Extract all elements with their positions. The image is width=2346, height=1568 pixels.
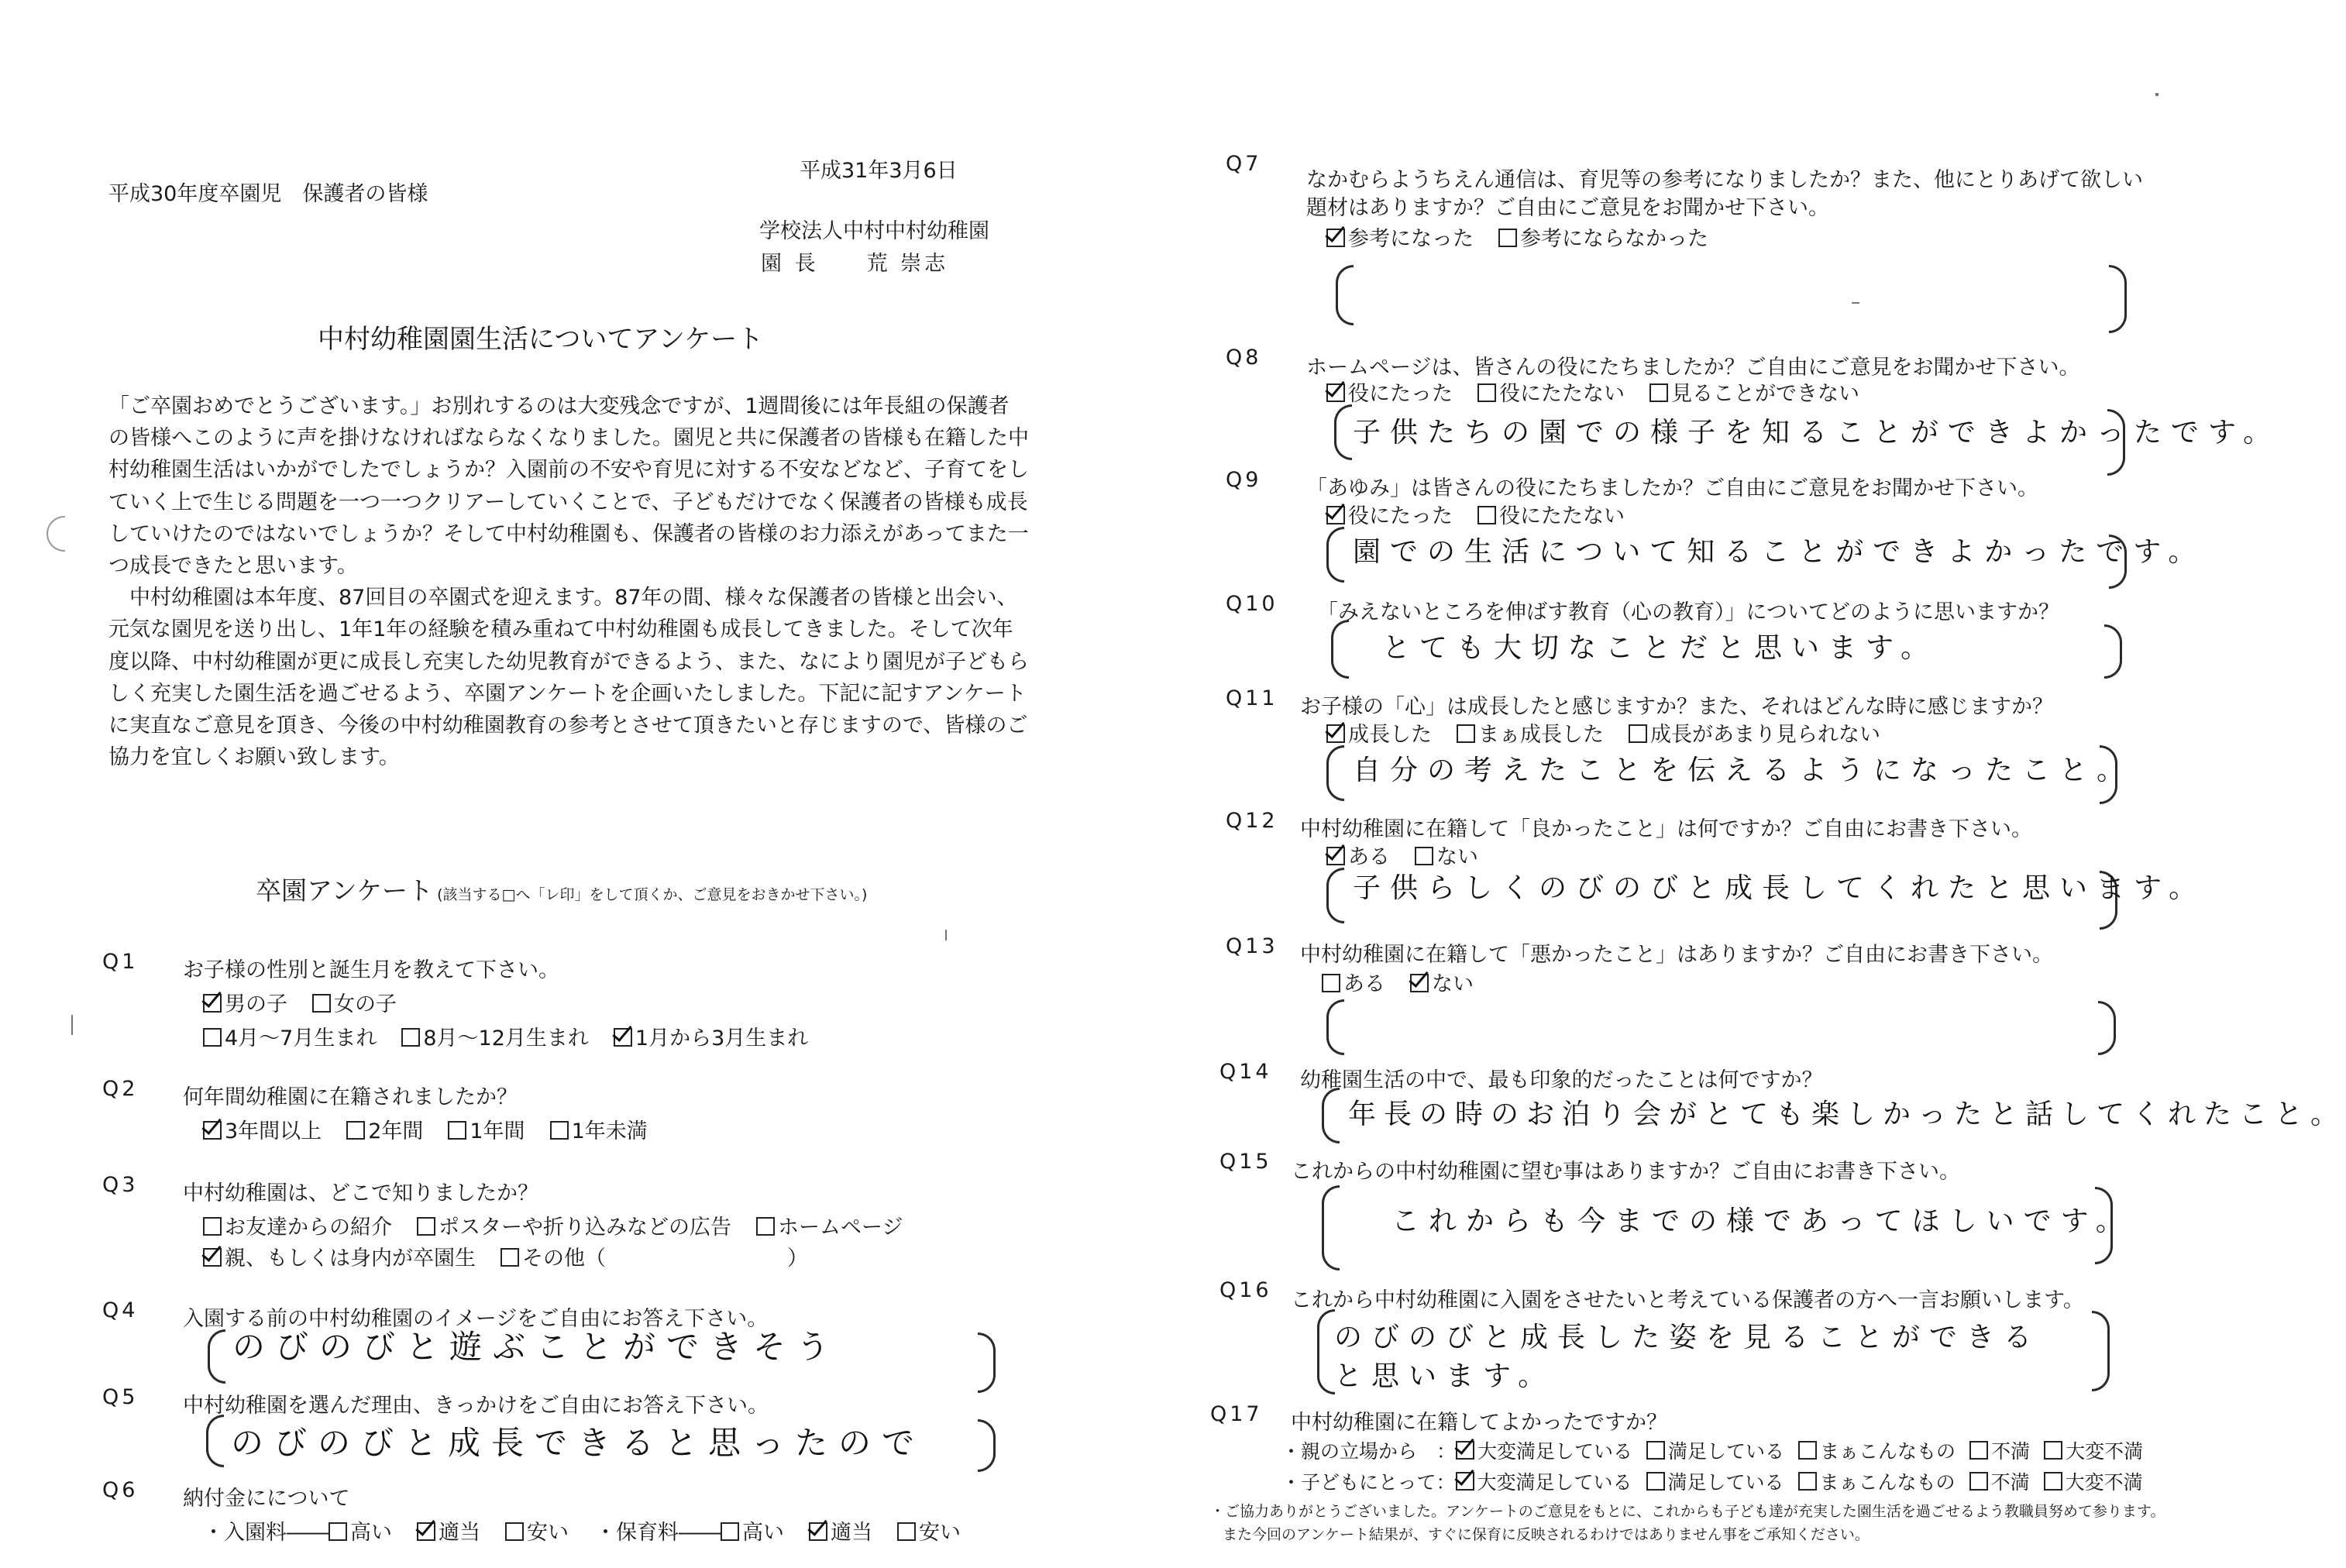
checkbox-label: まぁこんなもの bbox=[1819, 1471, 1956, 1494]
q1-options-sex bbox=[203, 987, 421, 1017]
q6-number: Q6 bbox=[102, 1478, 139, 1502]
q17-number: Q17 bbox=[1210, 1402, 1263, 1426]
checkbox-label: 参考になった bbox=[1348, 227, 1474, 251]
checkbox-empty-icon[interactable] bbox=[1477, 383, 1496, 402]
checkbox-empty-icon[interactable] bbox=[1322, 974, 1340, 992]
q8-number: Q8 bbox=[1226, 346, 1262, 370]
q17-child-label: ・子どもにとって： bbox=[1281, 1471, 1456, 1494]
checkbox-empty-icon[interactable] bbox=[203, 1028, 222, 1047]
q2-text: 何年間幼稚園に在籍されましたか？ bbox=[183, 1085, 518, 1109]
checkbox-option[interactable] bbox=[417, 1210, 731, 1240]
survey-heading-row bbox=[256, 871, 867, 907]
checkbox-option[interactable] bbox=[1457, 717, 1604, 748]
q6-childcare-row bbox=[595, 1515, 986, 1546]
checkbox-empty-icon[interactable] bbox=[1477, 506, 1496, 524]
checkbox-label: 親、もしくは身内が卒園生 bbox=[225, 1246, 476, 1271]
checkbox-label: ある bbox=[1348, 845, 1390, 869]
checkbox-label: 満足している bbox=[1668, 1440, 1785, 1463]
intro-paragraph bbox=[108, 390, 1029, 773]
recipient: 平成30年度卒園児 保護者の皆様 bbox=[108, 182, 428, 206]
intro-line: 元気な園児を送り出し、1年1年の経験を積み重ねて中村幼稚園も成長してきました。そして次年 bbox=[108, 617, 1013, 642]
checkbox-empty-icon[interactable] bbox=[1646, 1441, 1665, 1460]
checkbox-label: 大変不満 bbox=[2066, 1440, 2144, 1463]
checkbox-option[interactable] bbox=[1326, 222, 1474, 252]
checkbox-option[interactable] bbox=[1456, 1436, 1632, 1464]
checkbox-option[interactable] bbox=[1798, 1436, 1956, 1464]
q7-bracket-left bbox=[1336, 265, 1354, 325]
intro-line: していけたのではないでしょうか？そして中村幼稚園も、保護者の皆様のお力添えがあってまた一 bbox=[108, 521, 1029, 546]
checkbox-label: 見ることができない bbox=[1671, 382, 1859, 406]
q7-options bbox=[1326, 222, 1733, 252]
checkbox-label: 不満 bbox=[1991, 1440, 2031, 1463]
checkbox-empty-icon[interactable] bbox=[1457, 724, 1475, 743]
checkbox-option[interactable] bbox=[1969, 1467, 2030, 1495]
issue-date: 平成31年3月6日 bbox=[800, 159, 958, 183]
q11-text: お子様の「心」は成長したと感じますか？また、それはどんな時に感じますか？ bbox=[1300, 695, 2053, 719]
q10-bracket-right bbox=[2104, 624, 2122, 679]
checkbox-label: 8月～12月生まれ bbox=[423, 1026, 589, 1050]
q16-bracket-left bbox=[1317, 1309, 1335, 1394]
checkbox-option[interactable] bbox=[1326, 377, 1453, 407]
checkbox-option[interactable] bbox=[505, 1515, 569, 1546]
q14-bracket-left bbox=[1322, 1088, 1340, 1143]
checkbox-label: 成長があまり見られない bbox=[1650, 723, 1880, 747]
checkbox-empty-icon[interactable] bbox=[1649, 383, 1668, 402]
q12-text: 中村幼稚園に在籍して「良かったこと」は何ですか？ご自由にお書き下さい。 bbox=[1300, 817, 2032, 841]
scan-mark-circle bbox=[46, 516, 65, 552]
checkbox-label: 適当 bbox=[831, 1521, 872, 1545]
checkbox-empty-icon[interactable] bbox=[448, 1121, 466, 1140]
survey-heading: 卒園アンケート bbox=[256, 875, 434, 906]
checkbox-label: 大変満足している bbox=[1477, 1440, 1633, 1463]
scan-mark-tick bbox=[945, 930, 947, 940]
q17-child-options bbox=[1456, 1471, 2157, 1494]
scan-mark-dot bbox=[1852, 302, 1859, 304]
checkbox-option[interactable] bbox=[203, 1114, 322, 1144]
q9-bracket-left bbox=[1326, 527, 1344, 583]
checkbox-empty-icon[interactable] bbox=[501, 1248, 519, 1267]
q11-options bbox=[1326, 717, 1905, 748]
checkbox-label: 不満 bbox=[1990, 1471, 2030, 1494]
q12-number: Q12 bbox=[1226, 809, 1278, 833]
checkbox-checked-icon[interactable] bbox=[203, 1248, 222, 1267]
scan-mark-tick bbox=[71, 1015, 73, 1035]
q15-bracket-left bbox=[1322, 1185, 1340, 1271]
checkbox-option[interactable] bbox=[346, 1114, 423, 1144]
q10-bracket-left bbox=[1331, 620, 1349, 679]
checkbox-label: ない bbox=[1436, 845, 1478, 869]
checkbox-empty-icon[interactable] bbox=[756, 1217, 775, 1236]
checkbox-option[interactable] bbox=[1649, 377, 1859, 407]
checkbox-option[interactable] bbox=[897, 1515, 961, 1546]
q6-childcare-options bbox=[721, 1521, 986, 1545]
q9-answer: 園での生活について知ることができよかったです。 bbox=[1353, 536, 2206, 568]
q7-text-line1: なかむらようちえん通信は、育児等の参考になりましたか？また、他にとりあげて欲しい bbox=[1306, 168, 2143, 192]
q7-bracket-right bbox=[2109, 265, 2127, 333]
checkbox-empty-icon[interactable] bbox=[721, 1522, 739, 1541]
q10-answer: とても大切なことだと思います。 bbox=[1382, 632, 1938, 664]
checkbox-checked-icon[interactable] bbox=[1456, 1441, 1474, 1460]
q12-bracket-left bbox=[1326, 868, 1344, 923]
q17-child-row bbox=[1281, 1467, 2157, 1495]
intro-line: 村幼稚園生活はいかがでしたでしょうか？入園前の不安や育児に対する不安などなど、子育てをし bbox=[108, 458, 1029, 483]
checkbox-option[interactable] bbox=[1646, 1436, 1784, 1464]
checkbox-empty-icon[interactable] bbox=[1646, 1472, 1665, 1491]
checkbox-checked-icon[interactable] bbox=[1410, 974, 1429, 992]
checkbox-empty-icon[interactable] bbox=[1798, 1472, 1817, 1491]
intro-line: 「ご卒園おめでとうございます。」お別れするのは大変残念ですが、1週間後には年長組の保護者 bbox=[108, 394, 1010, 418]
q10-text: 「みえないところを伸ばす教育（心の教育）」についてどのように思いますか？ bbox=[1317, 600, 2059, 624]
q13-bracket-left bbox=[1326, 999, 1344, 1055]
checkbox-label: お友達からの紹介 bbox=[225, 1216, 392, 1240]
q17-parent-label: ・親の立場から ： bbox=[1281, 1440, 1457, 1463]
checkbox-option[interactable] bbox=[1629, 717, 1880, 748]
checkbox-option[interactable] bbox=[417, 1515, 480, 1546]
q9-options bbox=[1326, 499, 1649, 529]
q4-bracket-right bbox=[978, 1332, 996, 1393]
checkbox-label: 役にたった bbox=[1348, 382, 1453, 406]
checkbox-checked-icon[interactable] bbox=[1326, 847, 1345, 865]
checkbox-option[interactable] bbox=[203, 1021, 377, 1051]
checkbox-label: 安い bbox=[919, 1521, 961, 1545]
checkbox-empty-icon[interactable] bbox=[1629, 724, 1647, 743]
intro-line: しく充実した園生活を過ごせるよう、卒園アンケートを企画いたしました。下記に記すアンケート bbox=[108, 681, 1027, 706]
q4-text: 入園する前の中村幼稚園のイメージをご自由にお答え下さい。 bbox=[183, 1307, 769, 1331]
checkbox-option[interactable] bbox=[614, 1021, 808, 1051]
q3-other-close: ） bbox=[787, 1246, 808, 1271]
checkbox-label: ポスターや折り込みなどの広告 bbox=[439, 1216, 731, 1240]
principal-name: 園 長 荒 崇志 bbox=[761, 252, 949, 276]
q4-answer: のびのびと遊ぶことができそう bbox=[232, 1328, 841, 1366]
checkbox-label: 高い bbox=[742, 1521, 784, 1545]
q11-bracket-left bbox=[1326, 745, 1344, 801]
q11-number: Q11 bbox=[1226, 686, 1278, 710]
q14-number: Q14 bbox=[1219, 1060, 1272, 1084]
intro-line: の皆様へこのように声を掛けなければならなくなりました。園児と共に保護者の皆様も在籍した中 bbox=[108, 426, 1029, 451]
intro-line: に実直なご意見を頂き、今後の中村幼稚園教育の参考とさせて頂きたいと存じますので、皆様のご bbox=[108, 714, 1028, 738]
q16-bracket-right bbox=[2092, 1311, 2110, 1391]
checkbox-checked-icon[interactable] bbox=[1326, 724, 1345, 743]
checkbox-empty-icon[interactable] bbox=[312, 994, 331, 1013]
q1-number: Q1 bbox=[102, 950, 139, 974]
checkbox-option[interactable] bbox=[1498, 222, 1708, 252]
q8-text: ホームページは、皆さんの役にたちましたか？ご自由にご意見をお聞かせ下さい。 bbox=[1306, 356, 2080, 380]
checkbox-option[interactable] bbox=[501, 1241, 606, 1271]
q8-options bbox=[1326, 377, 1884, 407]
checkbox-empty-icon[interactable] bbox=[2044, 1472, 2062, 1491]
checkbox-label: ホームページ bbox=[778, 1216, 903, 1240]
checkbox-label: 役にたった bbox=[1348, 504, 1453, 528]
q3-options-row2 bbox=[203, 1241, 631, 1271]
checkbox-empty-icon[interactable] bbox=[1969, 1441, 1988, 1460]
checkbox-label: 女の子 bbox=[334, 992, 397, 1016]
checkbox-option[interactable] bbox=[2044, 1467, 2143, 1495]
checkbox-option[interactable] bbox=[756, 1210, 903, 1240]
checkbox-option[interactable] bbox=[1646, 1467, 1784, 1495]
checkbox-label: 3年間以上 bbox=[225, 1119, 322, 1143]
survey-note: (該当する□へ「レ印」をして頂くか、ご意見をおきかせ下さい。) bbox=[437, 886, 868, 903]
q16-answer-line1: のびのびと成長した姿を見ることができる bbox=[1334, 1322, 2042, 1353]
checkbox-checked-icon[interactable] bbox=[1456, 1472, 1474, 1491]
scan-mark-dot bbox=[2155, 93, 2159, 96]
q13-number: Q13 bbox=[1226, 934, 1278, 958]
q16-text: これから中村幼稚園に入園をさせたいと考えている保護者の方へ一言お願いします。 bbox=[1291, 1288, 2084, 1312]
q15-number: Q15 bbox=[1219, 1150, 1272, 1174]
q4-number: Q4 bbox=[102, 1298, 139, 1322]
q5-bracket-left bbox=[206, 1415, 224, 1467]
q17-text: 中村幼稚園に在籍してよかったですか？ bbox=[1291, 1411, 1667, 1435]
q8-bracket-left bbox=[1334, 404, 1352, 460]
q5-answer: のびのびと成長できると思ったので bbox=[231, 1424, 926, 1462]
q11-answer: 自分の考えたことを伝えるようになったこと。 bbox=[1353, 755, 2134, 786]
q9-number: Q9 bbox=[1226, 468, 1262, 492]
checkbox-label: ない bbox=[1432, 972, 1474, 996]
checkbox-label: 高い bbox=[350, 1521, 392, 1545]
checkbox-option[interactable] bbox=[203, 1210, 392, 1240]
checkbox-option[interactable] bbox=[448, 1114, 525, 1144]
q16-answer-line2: と思います。 bbox=[1334, 1360, 1556, 1392]
checkbox-option[interactable] bbox=[329, 1515, 392, 1546]
checkbox-empty-icon[interactable] bbox=[329, 1522, 347, 1541]
checkbox-label: 1月から3月生まれ bbox=[635, 1026, 809, 1050]
checkbox-empty-icon[interactable] bbox=[1798, 1441, 1817, 1460]
intro-line: 度以降、中村幼稚園が更に成長し充実した幼児教育ができるよう、また、なにより園児が子どもら bbox=[108, 649, 1029, 674]
checkbox-empty-icon[interactable] bbox=[505, 1522, 524, 1541]
q5-number: Q5 bbox=[102, 1385, 139, 1409]
q3-text: 中村幼稚園は、どこで知りましたか？ bbox=[183, 1181, 538, 1205]
checkbox-label: 男の子 bbox=[225, 992, 287, 1016]
checkbox-label: ある bbox=[1343, 972, 1385, 996]
checkbox-empty-icon[interactable] bbox=[1969, 1472, 1988, 1491]
q10-number: Q10 bbox=[1226, 592, 1278, 616]
q2-number: Q2 bbox=[102, 1077, 139, 1101]
q2-options bbox=[203, 1114, 672, 1144]
checkbox-label: 1年未満 bbox=[571, 1119, 648, 1143]
q13-options bbox=[1322, 967, 1498, 997]
q4-bracket-left bbox=[208, 1329, 225, 1384]
checkbox-empty-icon[interactable] bbox=[203, 1217, 222, 1236]
checkbox-option[interactable] bbox=[1322, 967, 1385, 997]
q5-text: 中村幼稚園を選んだ理由、きっかけをご自由にお答え下さい。 bbox=[183, 1394, 769, 1418]
intro-line: ていく上で生じる問題を一つ一つクリアーしていくことで、子どもだけでなく保護者の皆様も成長 bbox=[108, 490, 1028, 514]
q8-answer: 子供たちの園での様子を知ることができよかったです。 bbox=[1353, 417, 2281, 449]
intro-line: つ成長できたと思います。 bbox=[108, 554, 358, 579]
q3-number: Q3 bbox=[102, 1173, 139, 1197]
checkbox-label: 2年間 bbox=[368, 1119, 424, 1143]
q3-options-row1 bbox=[203, 1210, 927, 1240]
checkbox-label: 適当 bbox=[439, 1521, 480, 1545]
checkbox-label: 成長した bbox=[1348, 723, 1432, 747]
checkbox-label: まぁ成長した bbox=[1478, 723, 1604, 747]
checkbox-label: まぁこんなもの bbox=[1820, 1440, 1956, 1463]
checkbox-empty-icon[interactable] bbox=[1498, 229, 1517, 247]
page-title: 中村幼稚園園生活についてアンケート bbox=[318, 324, 764, 355]
checkbox-option[interactable] bbox=[809, 1515, 872, 1546]
checkbox-option[interactable] bbox=[1969, 1436, 2030, 1464]
q1-options-birth bbox=[203, 1021, 833, 1051]
q15-text: これからの中村幼稚園に望む事はありますか？ご自由にお書き下さい。 bbox=[1291, 1160, 1960, 1184]
q6-childcare-label: ・保育料―― bbox=[595, 1521, 721, 1545]
checkbox-checked-icon[interactable] bbox=[1326, 506, 1345, 524]
checkbox-label: 大変不満 bbox=[2065, 1471, 2143, 1494]
q15-answer: これからも今までの様であってほしいです。 bbox=[1391, 1205, 2133, 1237]
checkbox-empty-icon[interactable] bbox=[2044, 1441, 2062, 1460]
checkbox-label: その他（ bbox=[522, 1246, 606, 1271]
checkbox-empty-icon[interactable] bbox=[550, 1121, 569, 1140]
checkbox-option[interactable] bbox=[1410, 967, 1474, 997]
intro-line: 協力を宜しくお願い致します。 bbox=[108, 745, 400, 770]
checkbox-option[interactable] bbox=[550, 1114, 648, 1144]
checkbox-label: 安い bbox=[527, 1521, 569, 1545]
checkbox-option[interactable] bbox=[203, 1241, 476, 1271]
q9-text: 「あゆみ」は皆さんの役にたちましたか？ご自由にご意見をお聞かせ下さい。 bbox=[1306, 476, 2038, 500]
checkbox-option[interactable] bbox=[401, 1021, 589, 1051]
q7-text-line2: 題材はありますか？ご自由にご意見をお聞かせ下さい。 bbox=[1306, 196, 1829, 220]
checkbox-label: 1年間 bbox=[470, 1119, 525, 1143]
checkbox-option[interactable] bbox=[1477, 499, 1625, 529]
footer-line1: ・ご協力ありがとうございました。アンケートのご意見をもとに、これからも子ども達が充実した園生活を過ごせるよう教職員努めて参ります。 bbox=[1210, 1503, 2165, 1520]
q17-parent-row bbox=[1281, 1436, 2157, 1464]
q13-text: 中村幼稚園に在籍して「悪かったこと」はありますか？ご自由にお書き下さい。 bbox=[1300, 943, 2053, 967]
checkbox-option[interactable] bbox=[1477, 377, 1625, 407]
q6-entrance-label: ・入園料―― bbox=[203, 1521, 329, 1545]
q5-bracket-right bbox=[978, 1419, 996, 1472]
checkbox-checked-icon[interactable] bbox=[614, 1028, 632, 1047]
intro-line: 中村幼稚園は本年度、87回目の卒園式を迎えます。87年の間、様々な保護者の皆様と出会い、 bbox=[108, 586, 1018, 610]
school-name: 学校法人中村中村幼稚園 bbox=[759, 219, 989, 243]
checkbox-empty-icon[interactable] bbox=[346, 1121, 365, 1140]
checkbox-empty-icon[interactable] bbox=[417, 1217, 435, 1236]
checkbox-option[interactable] bbox=[1798, 1467, 1956, 1495]
checkbox-label: 満足している bbox=[1667, 1471, 1784, 1494]
checkbox-checked-icon[interactable] bbox=[809, 1522, 827, 1541]
footer-line2: また今回のアンケート結果が、すぐに保育に反映されるわけではありません事をご承知ください。 bbox=[1223, 1526, 1870, 1543]
q12-answer: 子供らしくのびのびと成長してくれたと思います。 bbox=[1353, 872, 2207, 904]
checkbox-empty-icon[interactable] bbox=[897, 1522, 916, 1541]
q6-entrance-options bbox=[329, 1521, 593, 1545]
checkbox-label: 大変満足している bbox=[1477, 1471, 1632, 1494]
q13-bracket-right bbox=[2098, 1001, 2116, 1055]
checkbox-option[interactable] bbox=[312, 987, 397, 1017]
checkbox-checked-icon[interactable] bbox=[417, 1522, 435, 1541]
checkbox-empty-icon[interactable] bbox=[401, 1028, 420, 1047]
checkbox-option[interactable] bbox=[1326, 717, 1432, 748]
checkbox-option[interactable] bbox=[1456, 1467, 1632, 1495]
q14-answer: 年長の時のお泊り会がとても楽しかったと話してくれたこと。 bbox=[1348, 1099, 2346, 1130]
checkbox-label: 役にたたない bbox=[1499, 382, 1625, 406]
q14-text: 幼稚園生活の中で、最も印象的だったことは何ですか？ bbox=[1300, 1068, 1823, 1092]
checkbox-option[interactable] bbox=[203, 987, 287, 1017]
checkbox-checked-icon[interactable] bbox=[203, 994, 222, 1013]
checkbox-label: 役にたたない bbox=[1499, 504, 1625, 528]
checkbox-checked-icon[interactable] bbox=[1326, 383, 1345, 402]
checkbox-label: 参考にならなかった bbox=[1520, 227, 1708, 251]
checkbox-empty-icon[interactable] bbox=[1415, 847, 1433, 865]
q1-text: お子様の性別と誕生月を教えて下さい。 bbox=[183, 958, 559, 982]
checkbox-checked-icon[interactable] bbox=[203, 1121, 222, 1140]
q6-entrance-row bbox=[203, 1515, 593, 1546]
checkbox-label: 4月～7月生まれ bbox=[225, 1026, 377, 1050]
q7-number: Q7 bbox=[1226, 152, 1262, 176]
checkbox-option[interactable] bbox=[721, 1515, 784, 1546]
checkbox-checked-icon[interactable] bbox=[1326, 229, 1345, 247]
q17-parent-options bbox=[1456, 1440, 2157, 1463]
q16-number: Q16 bbox=[1219, 1278, 1272, 1302]
q6-text: 納付金にについて bbox=[183, 1487, 350, 1511]
checkbox-option[interactable] bbox=[2044, 1436, 2143, 1464]
checkbox-option[interactable] bbox=[1326, 499, 1453, 529]
